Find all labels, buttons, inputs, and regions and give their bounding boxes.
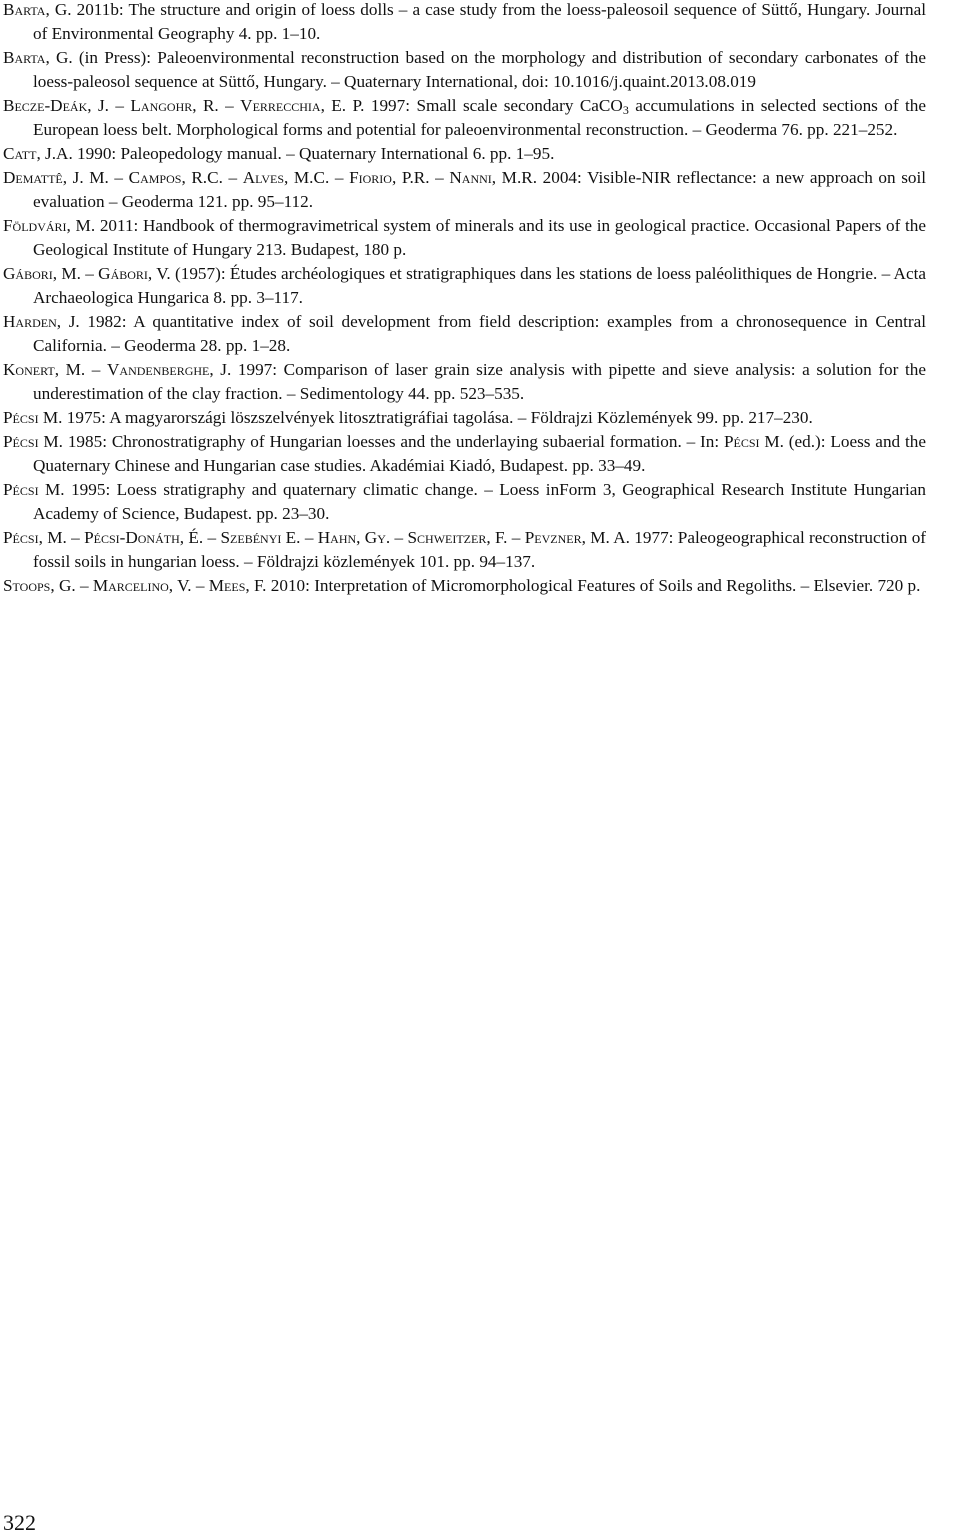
- reference-author: Alves, M.C.: [242, 168, 330, 187]
- reference-text: accumulations in selected sections of the European loess belt. Morphological forms and potential for paleoenvironmental reconstruction. – Geoderma 76. pp. 221–252.: [33, 96, 927, 139]
- subscript: 3: [622, 103, 629, 117]
- reference-text: (ed.): Loess and the Quaternary Chinese and Hungarian case studies. Akadémiai Kiadó, Budapest. pp. 33–49.: [33, 432, 926, 475]
- reference-author: Pécsi, M.: [3, 528, 67, 547]
- reference-author: Nanni, M.R.: [449, 168, 538, 187]
- reference-author: Pécsi-Donáth, É.: [84, 528, 204, 547]
- reference-author: Pécsi M.: [3, 432, 63, 451]
- reference-text: (1957): Études archéologiques et stratigraphiques dans les stations de loess paléolithiques de Hongrie. – Acta Archaeologica Hungarica 8. pp. 3–117.: [33, 264, 927, 307]
- reference-author: Demattê, J. M.: [3, 168, 109, 187]
- reference-author: Szebényi E.: [220, 528, 301, 547]
- reference-entry: Pécsi, M. – Pécsi-Donáth, É. – Szebényi E. – Hahn, Gy. – Schweitzer, F. – Pevzner, M. A. 1977: Paleogeographical reconstruction of fossil soils in hungarian loess. – Földrajzi közlemények 101. pp. 94–137.: [3, 528, 927, 571]
- reference-author: Fiorio, P.R.: [349, 168, 430, 187]
- reference-author: Vandenberghe, J.: [106, 360, 232, 379]
- reference-author: Becze-Deák, J.: [3, 96, 109, 115]
- reference-text: 2011: Handbook of thermogravimetrical system of minerals and its use in geological practice. Occasional Papers of the Geological Institute of Hungary 213. Budapest, 180 p.: [33, 216, 926, 259]
- reference-entry: Demattê, J. M. – Campos, R.C. – Alves, M.C. – Fiorio, P.R. – Nanni, M.R. 2004: Visible-NIR reflectance: a new approach on soil evaluation – Geoderma 121. pp. 95–112.: [3, 168, 927, 211]
- reference-text: 1990: Paleopedology manual. – Quaternary International 6. pp. 1–95.: [72, 144, 555, 163]
- reference-entry: [3, 142, 926, 166]
- reference-author: Campos, R.C.: [128, 168, 223, 187]
- reference-entry: Becze-Deák, J. – Langohr, R. – Verrecchia, E. P. 1997: Small scale secondary CaCO$_3$ accumulations in selected sections of the European loess belt. Morphological forms and potential for paleoenvironmental reconstruction. – Geoderma 76. pp. 221–252.: [3, 96, 927, 139]
- reference-author: Konert, M.: [3, 360, 86, 379]
- reference-author: Pevzner, M. A.: [524, 528, 630, 547]
- reference-author: Pécsi M.: [3, 408, 63, 427]
- reference-text: 1982: A quantitative index of soil development from field description: examples from a chronosequence in Central California. – Geoderma 28. pp. 1–28.: [33, 312, 927, 355]
- reference-author: Barta, G.: [3, 48, 73, 67]
- reference-text: 1975: A magyarországi löszszelvények litosztratigráfiai tagolása. – Földrajzi Közlemények 99. pp. 217–230.: [62, 408, 813, 427]
- reference-text: 2004: Visible-NIR reflectance: a new approach on soil evaluation – Geoderma 121. pp. 95–112.: [33, 168, 927, 211]
- reference-text: 2010: Interpretation of Micromorphological Features of Soils and Regoliths. – Elsevier. 720 p.: [266, 576, 921, 595]
- reference-author: Langohr, R.: [130, 96, 219, 115]
- reference-entry: Stoops, G. – Marcelino, V. – Mees, F. 2010: Interpretation of Micromorphological Features of Soils and Regoliths. – Elsevier. 720 p.: [3, 576, 921, 595]
- reference-text: 1997: Comparison of laser grain size analysis with pipette and sieve analysis: a solution for the underestimation of the clay fraction. – Sedimentology 44. pp. 523–535.: [33, 360, 926, 403]
- reference-entry: [3, 406, 926, 430]
- reference-text: 2011b: The structure and origin of loess dolls – a case study from the loess-paleosoil sequence of Süttő, Hungary. Journal of Environmental Geography 4. pp. 1–10.: [33, 0, 926, 43]
- reference-author: Stoops, G.: [3, 576, 76, 595]
- reference-author: Hahn, Gy.: [317, 528, 391, 547]
- reference-author: Gábori, V.: [98, 264, 171, 283]
- reference-entry: [3, 310, 926, 358]
- reference-author: Mees, F.: [208, 576, 267, 595]
- reference-author: Catt, J.A.: [3, 144, 73, 163]
- reference-text: (in Press): Paleoenvironmental reconstruction based on the morphology and distribution of secondary carbonates of the loess-paleosol sequence at Süttő, Hungary. – Quaternary International, doi: 10.1016/j.quaint.2013.08.019: [33, 48, 926, 91]
- reference-author: Pécsi M.: [3, 480, 65, 499]
- reference-editor: Pécsi M.: [723, 432, 784, 451]
- reference-entry: [3, 478, 926, 526]
- reference-entry: Konert, M. – Vandenberghe, J. 1997: Comparison of laser grain size analysis with pipette and sieve analysis: a solution for the underestimation of the clay fraction. – Sedimentology 44. pp. 523–535.: [3, 360, 926, 403]
- reference-author: Földvári, M.: [3, 216, 96, 235]
- reference-entry: [3, 0, 926, 46]
- reference-author: Marcelino, V.: [92, 576, 192, 595]
- reference-entry: [3, 214, 926, 262]
- reference-text: 1977: Paleogeographical reconstruction of fossil soils in hungarian loess. – Földrajzi közlemények 101. pp. 94–137.: [33, 528, 927, 571]
- reference-text: 1997: Small scale secondary CaCO: [364, 96, 623, 115]
- reference-entry: [3, 46, 926, 94]
- reference-author: Gábori, M.: [3, 264, 81, 283]
- reference-entry: Gábori, M. – Gábori, V. (1957): Études archéologiques et stratigraphiques dans les stations de loess paléolithiques de Hongrie. – Acta Archaeologica Hungarica 8. pp. 3–117.: [3, 264, 927, 307]
- reference-author: Verrecchia, E. P.: [240, 96, 365, 115]
- reference-text: 1985: Chronostratigraphy of Hungarian loesses and the underlaying subaerial formation. – In:: [62, 432, 724, 451]
- reference-author: Barta, G.: [3, 0, 72, 19]
- reference-text: 1995: Loess stratigraphy and quaternary climatic change. – Loess inForm 3, Geographical Research Institute Hungarian Academy of Science, Budapest. pp. 23–30.: [33, 480, 926, 523]
- reference-author: Schweitzer, F.: [407, 528, 508, 547]
- reference-list: [3, 0, 927, 598]
- reference-author: Harden, J.: [3, 312, 80, 331]
- page-number: 322: [3, 1510, 36, 1535]
- reference-entry: [3, 430, 926, 478]
